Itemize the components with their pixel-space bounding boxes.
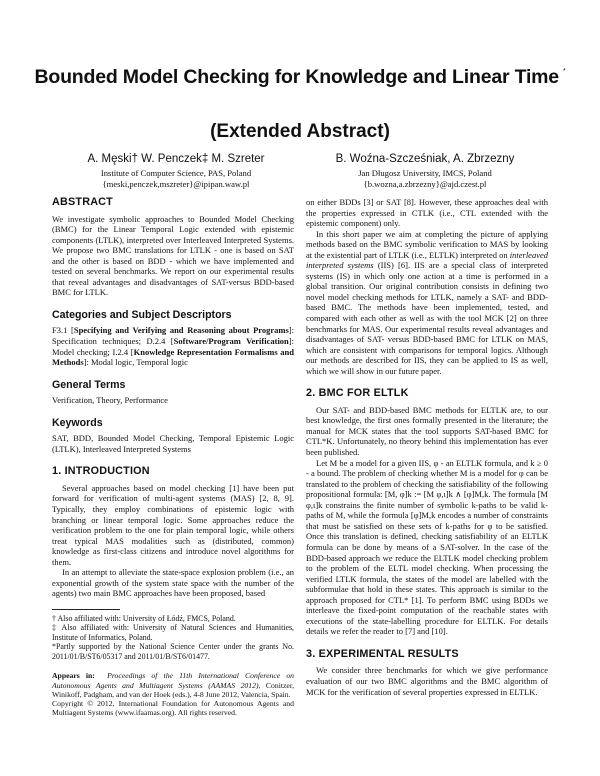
section-3-paragraph-1: We consider three benchmarks for which we give performance evaluation of our two BMC algorithms and the BMC algorithm of MCK for the verification of several properties expressed in ELTLK. — [306, 665, 548, 697]
author-names: B. Woźna-Szcześniak, A. Zbrzezny — [335, 153, 515, 165]
right-column — [306, 197, 548, 697]
section-2-paragraph-2: Let M be a model for a given IIS, φ - an ELTLK formula, and k ≥ 0 - a bound. The problem of checking whether M is a model for φ can be translated to the problem of checking the satisfiability of the following propositional formula: [M, φ]k := [M φ,ι]k ∧ [φ]M,k. The formula [M φ,ι]k constrains the finite number of symbolic k-paths to be valid k-paths of M, while the formula [φ]M,k encodes a number of constraints that must be satisfied on these sets of k-paths for φ to be satisfied. Once this translation is defined, checking satisfiability of an ELTLK formula can be done by means of a SAT-solver. In the case of the BDD-based approach we reduce the ELTLK model checking problem to the problem of the ELTL model checking. When processing the verified LTLK formula, the states of the model are labelled with the subformulae that hold in these states. This approach is similar to the approach proposed for CTL* [1]. To perform BMC using BDDs we interleave the fixed-point computation of the reachable states with executions of the state-labelling procedure for ELTLK. For details details we refer the reader to [7] and [10]. — [306, 457, 548, 637]
footnote-rule — [52, 609, 120, 610]
author-email: {b.wozna,a.zbrzezny}@ajd.czest.pl — [363, 178, 487, 189]
section-2-paragraph-1: Our SAT- and BDD-based BMC methods for ELTLK are, to our best knowledge, the first ones formally presented in the literature; the manual for MCK states that the tool supports SAT-based BMC for CTL*K. Unfortunately, no theory behind this implementation has ever been published. — [306, 404, 548, 458]
footnote-2: ‡ Also affiliated with: University of Natural Sciences and Humanities, Institute of Informatics, Poland. — [52, 623, 294, 642]
keywords-text: SAT, BDD, Bounded Model Checking, Temporal Epistemic Logic (LTLK), Interleaved Interpreted Systems — [52, 433, 294, 454]
footnotes — [52, 614, 294, 662]
general-terms-heading: General Terms — [52, 378, 126, 391]
author-names: A. Męski† W. Penczek‡ M. Szreter — [87, 153, 265, 165]
paper-subtitle: (Extended Abstract) — [210, 121, 390, 142]
section-2-heading: 2. BMC FOR ELTLK — [306, 387, 409, 400]
section-3-heading: 3. EXPERIMENTAL RESULTS — [306, 647, 459, 660]
appears-venue: Proceedings of the 11th International Conference on Autonomous Agents and Multiagent Systems (AAMAS 2012), — [52, 671, 295, 690]
abstract-text: We investigate symbolic approaches to Bounded Model Checking (BMC) for the Linear Temporal Logic extended with epistemic components (LTLK), interpreted over Interleaved Interpreted Systems. We propose two BMC translations for LTLK - one is based on SAT and the other is based on BDD - which we have implemented and tested on several benchmarks. We report on our experimental results that reveal advantages and disadvantages of SAT-versus BDD-based BMC for LTLK. — [52, 213, 294, 298]
appears-label: Appears in: — [52, 671, 95, 681]
keywords-heading: Keywords — [52, 416, 103, 429]
author-email: {meski,penczek,mszreter}@ipipan.waw.pl — [102, 178, 250, 189]
footnote-1: † Also affiliated with: University of Łódź, FMCS, Poland. — [52, 613, 236, 623]
paper-title: Bounded Model Checking for Knowledge and Linear Time * — [34, 66, 566, 88]
copyright-text: Copyright © 2012, International Foundation for Autonomous Agents and Multiagent Systems (www.ifaamas.org). All rights reserved. — [52, 699, 294, 718]
categories-text: F3.1 [Specifying and Verifying and Reasoning about Programs]: Specification techniques; D.2.4 [Software/Program Verification]: Model checking; I.2.4 [Knowledge Representation Formalisms and Methods]: Modal logic, Temporal logic — [52, 325, 294, 368]
appears-in-block — [52, 671, 294, 717]
left-column — [52, 197, 294, 717]
abstract-heading: ABSTRACT — [52, 196, 113, 208]
author-block-2 — [306, 153, 544, 189]
appears-editors: Conitzer, Winikoff, Padgham, and van der Hoek (eds.), 4-8 June 2012, Valencia, Spain. — [52, 680, 294, 699]
footnote-3: *Partly supported by the National Science Center under the grants No. 2011/01/B/ST6/05317 and 2011/01/B/ST6/01477. — [52, 642, 294, 661]
author-affiliation: Jan Długosz University, IMCS, Poland — [358, 168, 492, 178]
right-continuation: on either BDDs [3] or SAT [8]. However, these approaches deal with the properties expressed in CTLK (i.e., CTL extended with the epistemic component) only. — [306, 197, 548, 229]
introduction-heading: 1. INTRODUCTION — [52, 465, 150, 478]
general-terms-text: Verification, Theory, Performance — [52, 395, 168, 406]
author-block-1 — [56, 153, 296, 189]
author-affiliation: Institute of Computer Science, PAS, Poland — [100, 168, 252, 178]
categories-heading: Categories and Subject Descriptors — [52, 308, 232, 321]
intro-paragraph-2: In an attempt to alleviate the state-space explosion problem (i.e., an exponential growth of the system state space with the number of the agents) two main BMC approaches have been proposed, based — [52, 567, 294, 599]
title-footnote-mark: * — [562, 68, 566, 75]
right-paragraph-2: In this short paper we aim at completing the picture of applying methods based on the BMC symbolic verification to MAS by looking at the existential part of LTLK (i.e., ELTLK) interpreted on interleaved interpreted systems (IIS) [6]. IIS are a special class of interpreted systems (IS) in which only one action at a time is performed in a global transition. Our original contribution consists in defining two novel model checking methods for LTLK, namely a SAT- and BDD-based BMC. The methods have been implemented, tested, and compared with each other as well as with the tool MCK [2] on three benchmarks for MAS. Our experimental results reveal advantages and disadvantages of SAT- versus BDD-based BMC for LTLK on MAS, which are consistent with comparisons for temporal logics. Although our methods are described for IIS, they can be applied to IS as well, which we will show in our future paper. — [306, 228, 548, 376]
intro-paragraph-1: Several approaches based on model checking [1] have been put forward for verification of multi-agent systems (MAS) [2, 8, 9]. Typically, they employ combinations of epistemic logic with branching or linear temporal logic. Some approaches reduce the verification problem to the one for plain temporal logic, while others treat typical MAS modalities such as (distributed, common) knowledge as first-class citizens and introduce novel algorithms for them. — [52, 482, 294, 567]
